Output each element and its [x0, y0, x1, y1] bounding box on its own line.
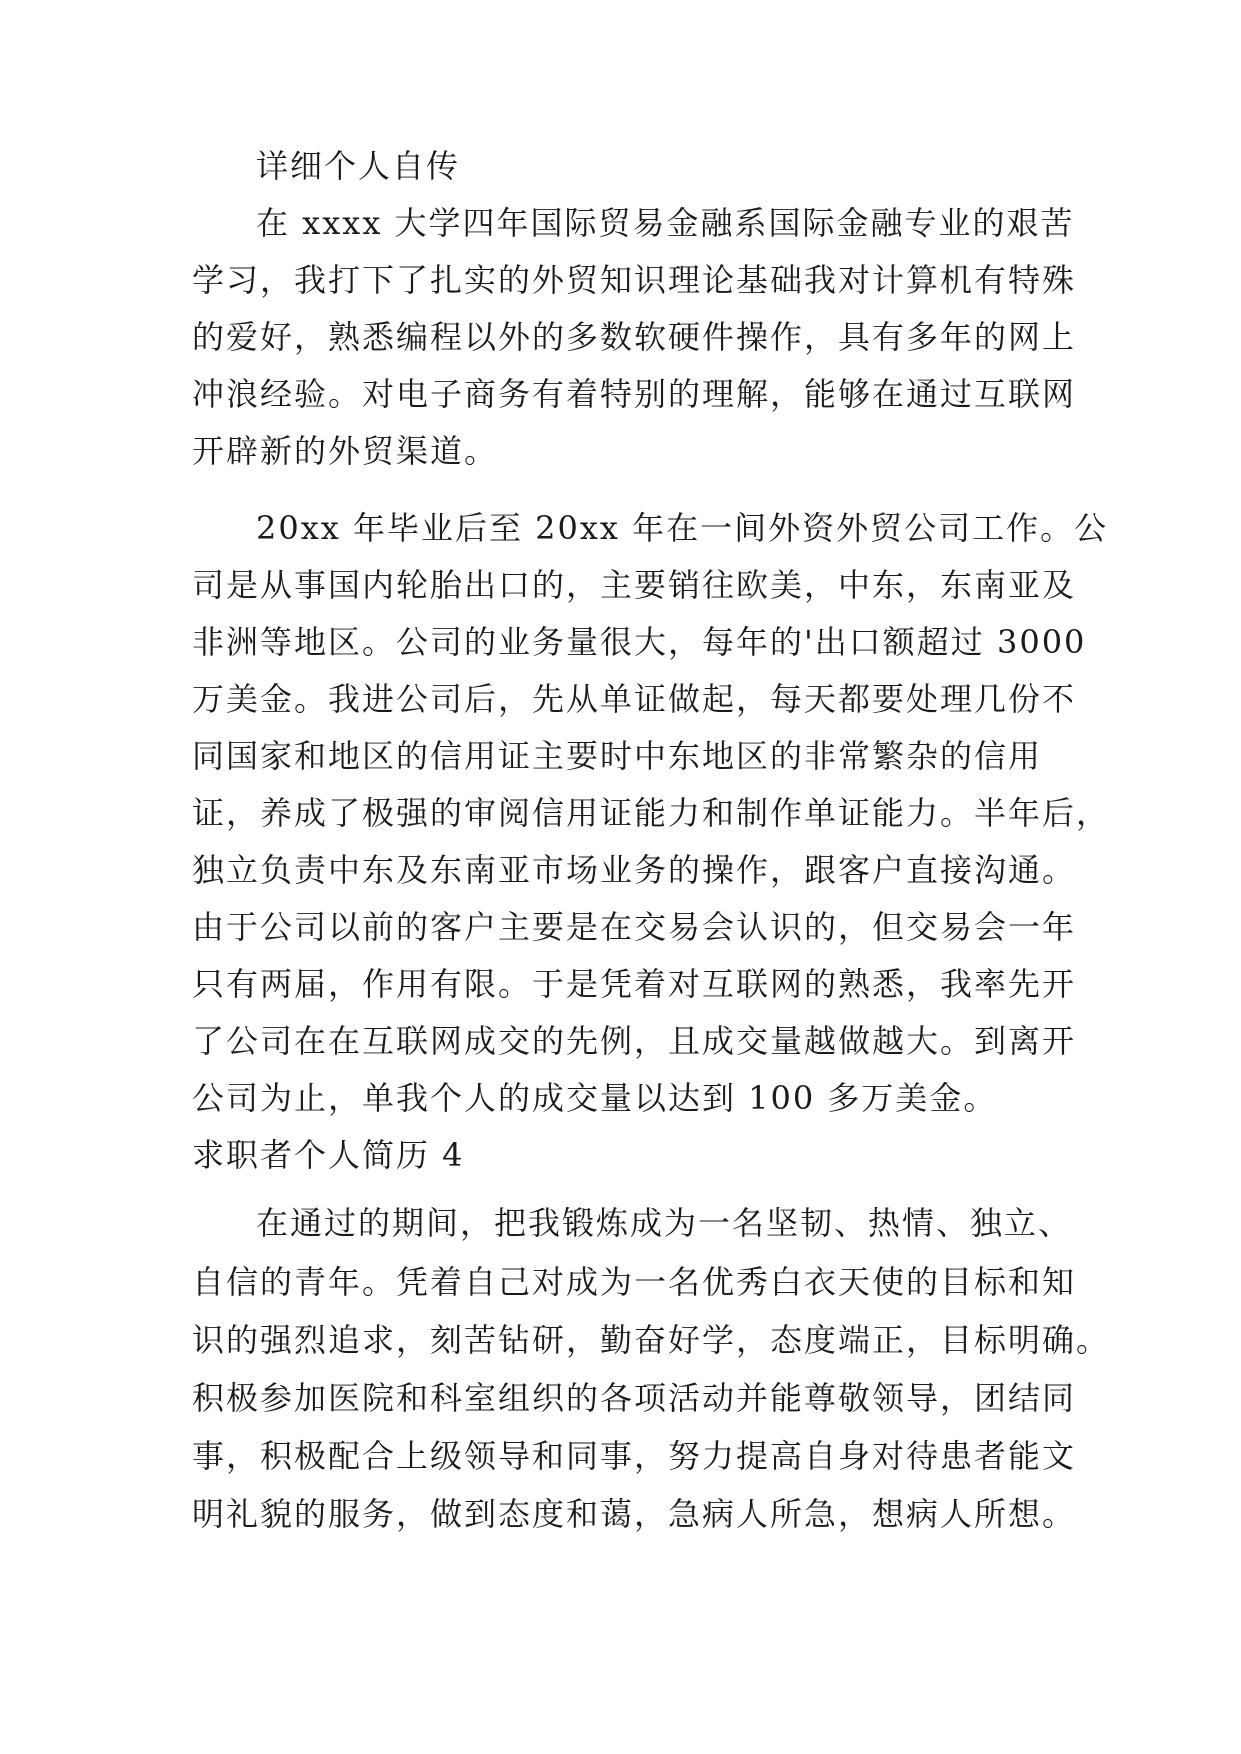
- section-title-resume4: 求职者个人简历 4: [192, 1136, 465, 1174]
- paragraph-line: 只有两届，作用有限。于是凭着对互联网的熟悉，我率先开: [192, 965, 1077, 1003]
- paragraph-line: 证，养成了极强的审阅信用证能力和制作单证能力。半年后，: [192, 794, 1111, 832]
- paragraph-line: 司是从事国内轮胎出口的，主要销往欧美，中东，东南亚及: [192, 566, 1077, 604]
- paragraph-line: 事，积极配合上级领导和同事，努力提高自身对待患者能文: [192, 1437, 1077, 1475]
- paragraph-line: 在 xxxx 大学四年国际贸易金融系国际金融专业的艰苦: [256, 204, 1075, 242]
- paragraph-line: 开辟新的外贸渠道。: [192, 432, 499, 470]
- paragraph-line: 冲浪经验。对电子商务有着特别的理解，能够在通过互联网: [192, 375, 1077, 413]
- paragraph-line: 20xx 年毕业后至 20xx 年在一间外资外贸公司工作。公: [256, 509, 1109, 547]
- paragraph-line: 非洲等地区。公司的业务量很大，每年的'出口额超过 3000: [192, 623, 1087, 661]
- paragraph-line: 同国家和地区的信用证主要时中东地区的非常繁杂的信用: [192, 737, 1043, 775]
- paragraph-line: 积极参加医院和科室组织的各项活动并能尊敬领导，团结同: [192, 1379, 1077, 1417]
- paragraph-line: 了公司在在互联网成交的先例，且成交量越做越大。到离开: [192, 1022, 1077, 1060]
- paragraph-line: 独立负责中东及东南亚市场业务的操作，跟客户直接沟通。: [192, 851, 1077, 889]
- paragraph-line: 由于公司以前的客户主要是在交易会认识的，但交易会一年: [192, 908, 1077, 946]
- paragraph-line: 的爱好，熟悉编程以外的多数软硬件操作，具有多年的网上: [192, 318, 1077, 356]
- paragraph-line: 在通过的期间，把我锻炼成为一名坚韧、热情、独立、: [256, 1204, 1073, 1242]
- paragraph-line: 自信的青年。凭着自己对成为一名优秀白衣天使的目标和知: [192, 1263, 1077, 1301]
- paragraph-line: 识的强烈追求，刻苦钻研，勤奋好学，态度端正，目标明确。: [192, 1321, 1111, 1359]
- paragraph-line: 万美金。我进公司后，先从单证做起，每天都要处理几份不: [192, 680, 1077, 718]
- section-title-autobiography: 详细个人自传: [256, 147, 461, 185]
- paragraph-line: 公司为止，单我个人的成交量以达到 100 多万美金。: [192, 1079, 998, 1117]
- paragraph-line: 明礼貌的服务，做到态度和蔼，急病人所急，想病人所想。: [192, 1495, 1077, 1533]
- paragraph-line: 学习，我打下了扎实的外贸知识理论基础我对计算机有特殊: [192, 261, 1077, 299]
